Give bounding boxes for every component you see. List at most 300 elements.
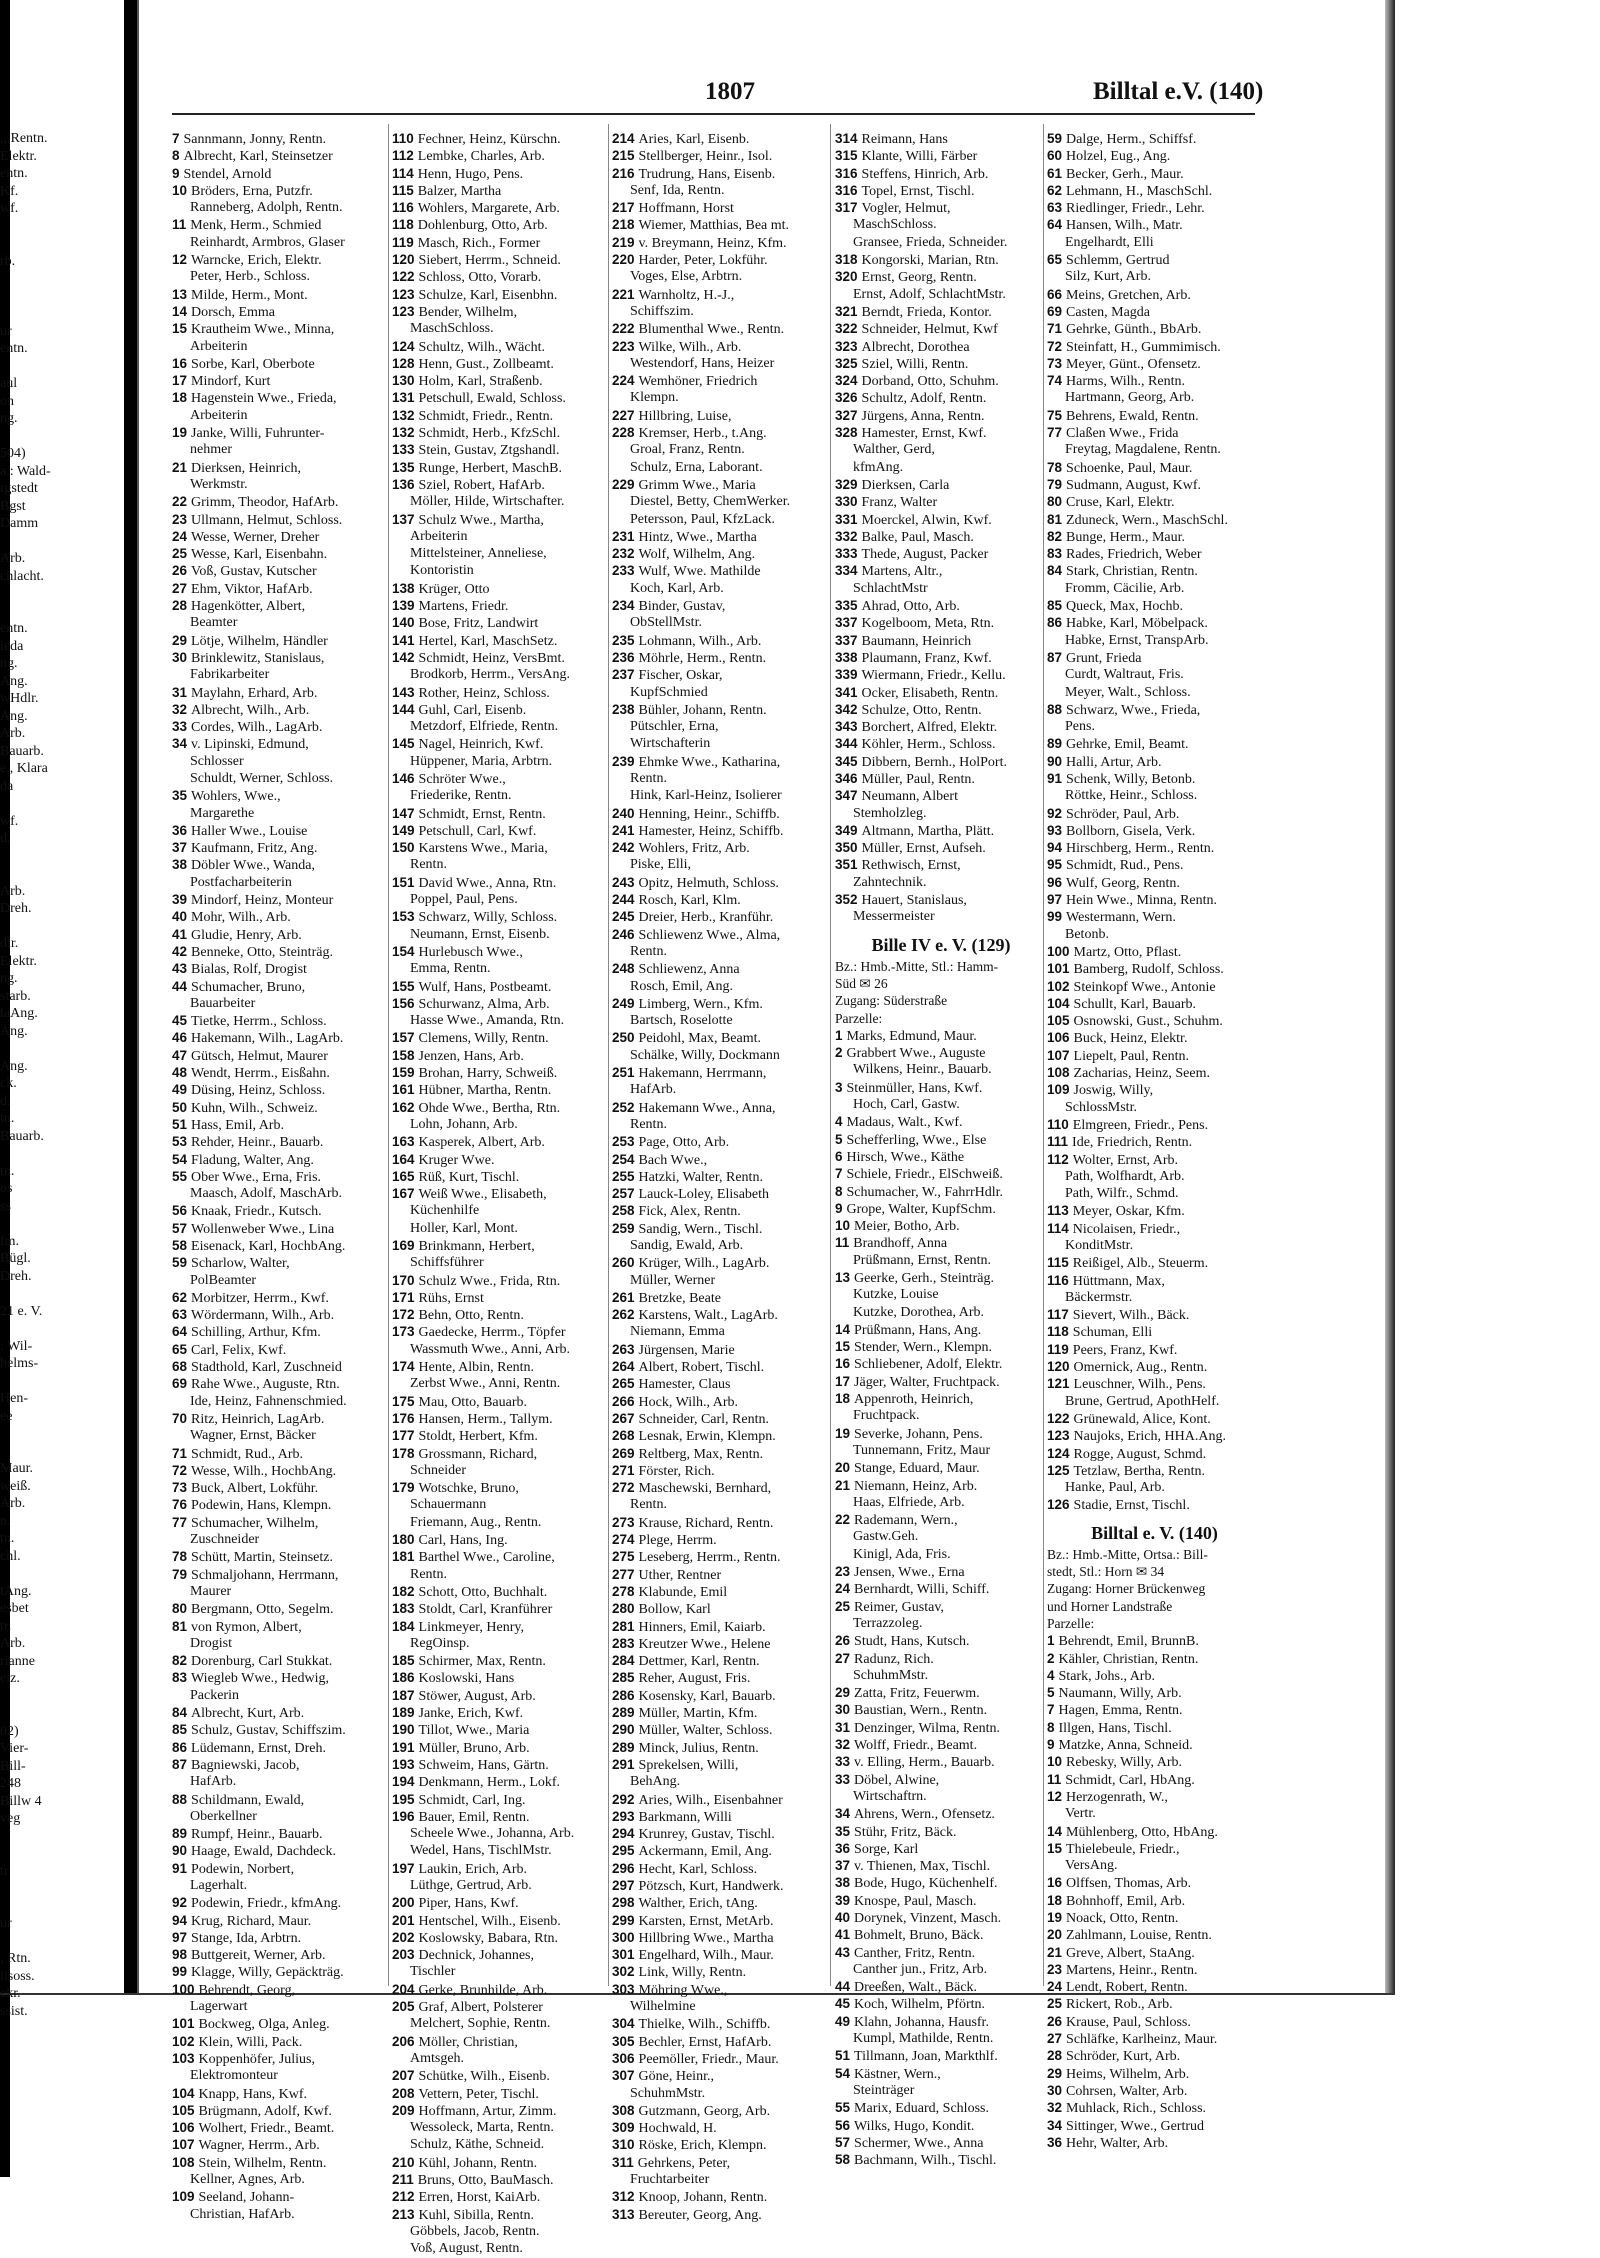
directory-entry [612, 1168, 824, 1185]
entry-text: Schütke, Wilh., Eisenb. [418, 2069, 550, 2085]
entry-text: Marks, Edmund, Maur. [846, 1028, 977, 1044]
entry-text: Rogge, August, Schmd. [1073, 1446, 1207, 1462]
parcel-number: 321 [835, 303, 858, 319]
directory-entry [392, 251, 604, 268]
directory-entry [612, 130, 824, 147]
directory-entry [1047, 1375, 1262, 1392]
parcel-number: 2 [1047, 1650, 1055, 1666]
parcel-number: 119 [1047, 1341, 1069, 1357]
parcel-number: 97 [172, 1929, 188, 1945]
entry-text: Hass, Emil, Arb. [191, 1117, 284, 1133]
entry-text: Schneider, Helmut, Kwf [861, 322, 998, 338]
entry-text: Wolf, Wilhelm, Ang. [638, 547, 756, 563]
directory-entry [172, 1912, 384, 1929]
directory-entry [612, 1687, 824, 1704]
parcel-number: 47 [172, 1047, 188, 1063]
directory-entry [835, 303, 1047, 320]
fragment-line: wHdlr. [0, 691, 39, 706]
directory-entry [392, 1808, 604, 1825]
directory-entry [1047, 1892, 1262, 1909]
entry-text: Müller, Paul, Rentn. [861, 771, 975, 787]
directory-entry [835, 1200, 1047, 1217]
entry-text: Hauert, Stanislaus, [861, 893, 967, 909]
entry-text: Schweim, Hans, Gärtn. [418, 1757, 549, 1773]
entry-text: Möhrle, Herm., Rentn. [638, 650, 767, 666]
entry-continuation: Koch, Karl, Arb. [630, 580, 724, 596]
directory-entry [172, 960, 384, 977]
entry-text: Fladung, Walter, Ang. [191, 1152, 314, 1168]
entry-continuation: Friemann, Aug., Rentn. [410, 1514, 542, 1530]
directory-entry [612, 1358, 824, 1375]
parcel-number: 318 [835, 252, 858, 268]
entry-text: Benneke, Otto, Steinträg. [191, 944, 333, 960]
entry-text: Fechner, Heinz, Kürschn. [417, 132, 561, 147]
parcel-number: 162 [392, 1099, 415, 1115]
directory-entry [1047, 908, 1262, 925]
directory-entry [392, 1946, 604, 1963]
entry-text: Eisenack, Karl, HochbAng. [191, 1239, 346, 1254]
entry-text: Lendt, Robert, Rentn. [1066, 1980, 1188, 1996]
fragment-line [0, 305, 120, 323]
directory-entry [835, 407, 1047, 424]
directory-entry [392, 1081, 604, 1098]
entry-text: Dreeßen, Walt., Bäck. [854, 1980, 978, 1996]
directory-entry [612, 1479, 824, 1496]
column-divider [830, 124, 831, 1986]
entry-text: Kogelboom, Meta, Rtn. [861, 616, 995, 632]
parcel-number: 24 [835, 1581, 851, 1597]
parcel-number: 223 [612, 338, 635, 354]
entry-text: Meier, Botho, Arb. [854, 1219, 960, 1235]
entry-text: Rühs, Ernst [418, 1290, 484, 1306]
entry-text: Hock, Wilh., Arb. [638, 1394, 739, 1410]
entry-continuation: Fromm, Cäcilie, Arb. [1065, 580, 1185, 596]
directory-entry [612, 1548, 824, 1565]
entry-text: Thielebeule, Friedr., [1066, 1841, 1180, 1857]
entry-text: Janke, Willi, Fuhrunter- [191, 426, 325, 442]
parcel-number: 248 [612, 961, 635, 977]
directory-entry [172, 1081, 384, 1098]
entry-text: Morbitzer, Herrm., Kwf. [191, 1290, 329, 1306]
directory-entry [612, 1860, 824, 1877]
entry-continuation: PolBeamter [190, 1272, 257, 1288]
entry-text: v. Thienen, Max, Tischl. [854, 1859, 991, 1875]
parcel-number: 157 [392, 1030, 415, 1046]
directory-entry [612, 1808, 824, 1825]
directory-entry [1047, 1012, 1262, 1029]
directory-entry [835, 632, 1047, 649]
entry-text: Heims, Wilhelm, Arb. [1066, 2066, 1190, 2082]
entry-text: Dierksen, Heinrich, [191, 460, 302, 476]
entry-text: Gludie, Henry, Arb. [191, 927, 302, 943]
parcel-number: 337 [835, 615, 858, 631]
directory-entry [1047, 649, 1262, 666]
parcel-number: 14 [1047, 1823, 1063, 1839]
directory-entry [1047, 407, 1262, 424]
entry-text: Sorbe, Karl, Oberbote [191, 356, 315, 372]
directory-entry [612, 597, 824, 614]
parcel-number: 295 [612, 1843, 635, 1859]
entry-text: Clemens, Willy, Rentn. [418, 1031, 549, 1047]
entry-continuation: Wilhelmine [630, 1999, 696, 2015]
directory-entry [1047, 978, 1262, 995]
parcel-number: 60 [1047, 148, 1063, 164]
parcel-number: 119 [392, 234, 414, 250]
entry-text: Schulze, Karl, Eisenbhn. [418, 287, 558, 303]
directory-entry [392, 1894, 604, 1911]
parcel-number: 298 [612, 1895, 635, 1911]
parcel-number: 110 [1047, 1116, 1069, 1132]
fragment-line: tn. [0, 1531, 15, 1546]
directory-entry [1047, 2013, 1262, 2030]
entry-text: Wiemer, Matthias, Bea mt. [638, 218, 790, 234]
entry-text: Buck, Heinz, Elektr. [1073, 1031, 1188, 1047]
directory-entry [612, 1877, 824, 1894]
entry-continuation: Voges, Else, Arbtrn. [630, 269, 743, 285]
directory-entry [392, 424, 604, 441]
directory-entry [612, 1029, 824, 1046]
entry-text: Gaedecke, Herrm., Töpfer [418, 1325, 566, 1341]
directory-entry [612, 2015, 824, 2032]
entry-text: Henn, Hugo, Pens. [417, 166, 524, 182]
parcel-number: 33 [172, 719, 188, 735]
directory-entry [835, 1079, 1047, 1096]
parcel-number: 56 [172, 1203, 188, 1219]
directory-entry [835, 1355, 1047, 1372]
entry-text: Wulf, Hans, Postbeamt. [418, 979, 552, 995]
parcel-number: 264 [612, 1359, 635, 1375]
entry-text: Dettmer, Karl, Rentn. [638, 1654, 760, 1670]
parcel-number: 238 [612, 701, 635, 717]
parcel-number: 17 [172, 373, 188, 389]
entry-text: Kongorski, Marian, Rtn. [861, 253, 999, 269]
entry-text: Dierksen, Carla [861, 477, 950, 493]
parcel-number: 19 [835, 1425, 851, 1441]
parcel-number: 220 [612, 252, 635, 268]
parcel-number: 40 [835, 1909, 851, 1925]
directory-entry [172, 545, 384, 562]
entry-text: v. Lipinski, Edmund, [191, 737, 309, 753]
entry-text: Klagge, Willy, Gepäckträg. [191, 1965, 344, 1981]
entry-text: Cruse, Karl, Elektr. [1066, 495, 1175, 511]
parcel-number: 253 [612, 1134, 635, 1150]
fragment-line [0, 1425, 120, 1443]
entry-text: Stoldt, Herbert, Kfm. [418, 1429, 538, 1445]
fragment-line: : Wil- [0, 1338, 33, 1354]
parcel-number: 1 [835, 1027, 843, 1043]
parcel-number: 36 [835, 1840, 851, 1856]
parcel-number: 121 [1047, 1376, 1070, 1392]
entry-continuation: ObStellMstr. [630, 615, 702, 631]
directory-entry [835, 424, 1047, 441]
section-heading: Bille IV e. V. (129) [871, 934, 1011, 955]
parcel-number: 1 [1047, 1633, 1055, 1649]
entry-text: Müller, Walter, Schloss. [638, 1723, 773, 1739]
entry-text: Uther, Rentner [638, 1567, 722, 1583]
parcel-number: 322 [835, 321, 858, 337]
parcel-number: 106 [172, 2120, 195, 2136]
entry-text: Döbel, Alwine, [854, 1772, 940, 1788]
entry-text: Stark, Johs., Arb. [1058, 1668, 1155, 1684]
entry-text: Ernst, Georg, Rentn. [861, 270, 977, 286]
parcel-number: 8 [1047, 1719, 1055, 1735]
fragment-line [0, 235, 120, 253]
parcel-number: 85 [172, 1722, 188, 1738]
parcel-number: 66 [1047, 286, 1063, 302]
entry-text: Behn, Otto, Rentn. [418, 1308, 524, 1324]
parcel-number: 92 [172, 1895, 188, 1911]
parcel-number: 37 [172, 840, 188, 856]
fragment-line [0, 1828, 120, 1846]
parcel-number: 239 [612, 753, 635, 769]
parcel-number: 202 [392, 1929, 415, 1945]
directory-entry [392, 1912, 604, 1929]
parcel-number: 135 [392, 459, 415, 475]
entry-text: Barkmann, Willi [638, 1809, 732, 1825]
directory-entry [172, 286, 384, 303]
parcel-number: 317 [835, 200, 858, 216]
fragment-line: ss [0, 1198, 11, 1214]
parcel-number: 46 [172, 1030, 188, 1046]
directory-entry [835, 2065, 1047, 2082]
entry-text: Schilling, Arthur, Kfm. [191, 1325, 321, 1341]
parcel-number: 122 [392, 269, 415, 285]
parcel-number: 159 [392, 1065, 415, 1081]
directory-entry [1047, 1719, 1262, 1736]
entry-text: Müller, Martin, Kfm. [638, 1706, 758, 1722]
parcel-number: 28 [172, 598, 188, 614]
parcel-number: 12 [172, 252, 188, 268]
fragment-line: Vier- [0, 1741, 29, 1756]
entry-text: Gehrke, Emil, Beamt. [1066, 737, 1189, 753]
parcel-number: 79 [1047, 476, 1063, 492]
fragment-line: Ang. [0, 673, 28, 689]
directory-entry [172, 1116, 384, 1133]
parcel-number: 10 [172, 182, 188, 198]
parcel-number: 39 [172, 892, 188, 908]
directory-entry [1047, 839, 1262, 856]
entry-text: Wesse, Werner, Dreher [191, 529, 320, 545]
directory-entry [172, 1289, 384, 1306]
directory-entry [392, 735, 604, 752]
entry-text: Wilks, Hugo, Kondit. [854, 2118, 975, 2134]
entry-text: Klein, Willi, Pack. [198, 2034, 303, 2050]
directory-entry [172, 943, 384, 960]
directory-entry [392, 1791, 604, 1808]
fragment-line: ur [0, 1916, 12, 1931]
parcel-number: 7 [835, 1166, 843, 1182]
parcel-number: 215 [612, 148, 635, 164]
entry-continuation: Rentn. [630, 943, 667, 959]
entry-continuation: Tunnemann, Fritz, Maur [853, 1442, 991, 1458]
parcel-number: 186 [392, 1670, 415, 1686]
parcel-number: 179 [392, 1480, 415, 1496]
directory-entry [1047, 1753, 1262, 1770]
directory-entry [835, 684, 1047, 701]
directory-entry [1047, 511, 1262, 528]
directory-entry [1047, 1064, 1262, 1081]
entry-text: Denzinger, Wilma, Rentn. [854, 1720, 1000, 1736]
parcel-number: 102 [172, 2033, 195, 2049]
entry-text: Albrecht, Kurt, Arb. [191, 1706, 305, 1722]
entry-text: Voß, Gustav, Kutscher [191, 564, 317, 580]
parcel-number: 34 [172, 736, 188, 752]
entry-text: Göne, Heinr., [638, 2069, 714, 2085]
entry-continuation: HafArb. [630, 1082, 677, 1098]
entry-text: Schläfke, Karlheinz, Maur. [1066, 2032, 1218, 2048]
entry-text: Naujoks, Erich, HHA.Ang. [1073, 1429, 1226, 1445]
directory-entry [835, 1944, 1047, 1961]
directory-entry [1047, 1462, 1262, 1479]
parcel-number: 227 [612, 407, 635, 423]
fragment-line: 21 e. V. [0, 1303, 43, 1319]
book-gutter [124, 0, 137, 1995]
directory-entry [172, 1825, 384, 1842]
entry-text: Sittinger, Wwe., Gertrud [1066, 2118, 1205, 2134]
parcel-number: 102 [1047, 978, 1070, 994]
directory-entry [612, 1583, 824, 1600]
parcel-number: 103 [172, 2050, 195, 2066]
parcel-number: 205 [392, 1999, 415, 2015]
entry-text: Bollow, Karl [638, 1602, 711, 1618]
parcel-number: 132 [392, 425, 415, 441]
directory-entry [1047, 562, 1262, 579]
fragment-line: ng. [0, 971, 18, 986]
parcel-number: 12 [1047, 1788, 1063, 1804]
parcel-number: 33 [835, 1754, 851, 1770]
parcel-number: 131 [392, 390, 415, 406]
entry-text: Claßen Wwe., Frida [1066, 426, 1179, 442]
entry-text: Rebesky, Willy, Arb. [1066, 1755, 1182, 1771]
directory-entry [392, 701, 604, 718]
fragment-line: Maur. [0, 1461, 34, 1476]
entry-continuation: Poppel, Paul, Pens. [410, 892, 518, 908]
parcel-number: 83 [1047, 546, 1063, 562]
directory-entry [1047, 130, 1262, 147]
directory-entry [612, 338, 824, 355]
entry-text: Gehrke, Günth., BbArb. [1066, 322, 1202, 338]
directory-entry [172, 2050, 384, 2067]
entry-continuation: Pütschler, Erna, [630, 719, 719, 735]
entry-text: Steinfatt, H., Gummimisch. [1066, 339, 1221, 355]
parcel-number: 193 [392, 1756, 415, 1772]
entry-text: Hagenstein Wwe., Frieda, [191, 391, 337, 407]
parcel-number: 316 [835, 182, 858, 198]
parcel-number: 5 [1047, 1685, 1055, 1701]
entry-continuation: Schiffsführer [410, 1255, 484, 1271]
directory-entry [392, 1427, 604, 1444]
parcel-number: 237 [612, 667, 635, 683]
parcel-number: 3 [835, 1079, 843, 1095]
directory-entry [1047, 1029, 1262, 1046]
fragment-line: Bgst [0, 498, 26, 514]
parcel-number: 94 [1047, 840, 1063, 856]
directory-entry [1047, 1632, 1262, 1649]
directory-entry [172, 822, 384, 839]
section-info: und Horner Landstraße [1047, 1598, 1173, 1614]
parcel-number: 143 [392, 684, 415, 700]
directory-entry [835, 1771, 1047, 1788]
directory-entry [612, 926, 824, 943]
entry-text: Borchert, Alfred, Elektr. [861, 720, 998, 736]
entry-continuation: Hanke, Paul, Arb. [1065, 1480, 1165, 1496]
fragment-line: chl. [0, 1548, 21, 1564]
entry-continuation: Kutzke, Louise [853, 1287, 939, 1303]
parcel-number: 254 [612, 1151, 635, 1167]
directory-entry [1047, 1081, 1262, 1098]
directory-entry [835, 147, 1047, 164]
entry-text: Klante, Willi, Färber [861, 149, 978, 165]
directory-entry [392, 614, 604, 631]
fragment-line: ck. [0, 1076, 17, 1091]
directory-entry [835, 1183, 1047, 1200]
entry-text: Schullt, Karl, Bauarb. [1073, 996, 1197, 1012]
parcel-number: 9 [1047, 1737, 1055, 1753]
directory-entry [172, 926, 384, 943]
entry-continuation: Schiffszim. [630, 303, 694, 319]
entry-text: Liepelt, Paul, Rentn. [1073, 1048, 1190, 1064]
parcel-number: 18 [835, 1391, 851, 1407]
parcel-number: 234 [612, 598, 635, 614]
parcel-number: 20 [835, 1460, 851, 1476]
fragment-line: Ang. [0, 1023, 28, 1039]
parcel-number: 68 [172, 1359, 188, 1375]
parcel-number: 153 [392, 909, 415, 925]
entry-text: Siebert, Herrm., Schneid. [418, 253, 561, 269]
entry-text: Düsing, Heinz, Schloss. [191, 1083, 326, 1099]
entry-text: Blumenthal Wwe., Rentn. [638, 322, 785, 338]
directory-entry [172, 1064, 384, 1081]
directory-entry [172, 735, 384, 752]
entry-continuation: Rentn. [410, 1566, 447, 1582]
parcel-number: 36 [172, 822, 188, 838]
directory-entry [1047, 943, 1262, 960]
entry-text: Baumann, Heinrich [861, 633, 972, 649]
entry-text: Maschewski, Bernhard, [638, 1481, 772, 1497]
directory-entry [835, 666, 1047, 683]
directory-entry [172, 1618, 384, 1635]
entry-text: Rickert, Rob., Arb. [1066, 1997, 1173, 2013]
entry-text: Marix, Eduard, Schloss. [854, 2101, 989, 2117]
parcel-number: 94 [172, 1912, 188, 1928]
directory-entry [1047, 320, 1262, 337]
parcel-number: 333 [835, 546, 858, 562]
parcel-number: 23 [172, 511, 188, 527]
directory-entry [835, 1598, 1047, 1615]
directory-entry [172, 2015, 384, 2032]
directory-entry [172, 1652, 384, 1669]
parcel-number: 89 [1047, 736, 1063, 752]
directory-entry [392, 632, 604, 649]
entry-text: Schefferling, Wwe., Else [846, 1132, 987, 1148]
entry-text: Meins, Gretchen, Arb. [1066, 287, 1191, 303]
directory-entry [612, 2033, 824, 2050]
directory-entry [172, 649, 384, 666]
directory-entry [172, 1479, 384, 1496]
entry-continuation: Möller, Hilde, Wirtschafter. [410, 494, 565, 510]
entry-continuation: Wagner, Ernst, Bäcker [190, 1428, 316, 1444]
directory-entry [392, 874, 604, 891]
parcel-number: 262 [612, 1307, 635, 1323]
entry-continuation: Beamter [190, 615, 238, 631]
parcel-number: 45 [172, 1013, 188, 1029]
entry-text: Kästner, Wern., [854, 2066, 941, 2082]
directory-entry [612, 632, 824, 649]
entry-text: Rother, Heinz, Schloss. [418, 685, 550, 701]
entry-text: Stein, Wilhelm, Rentn. [198, 2155, 327, 2171]
entry-text: Warnholtz, H.-J., [638, 287, 735, 303]
directory-entry [612, 286, 824, 303]
